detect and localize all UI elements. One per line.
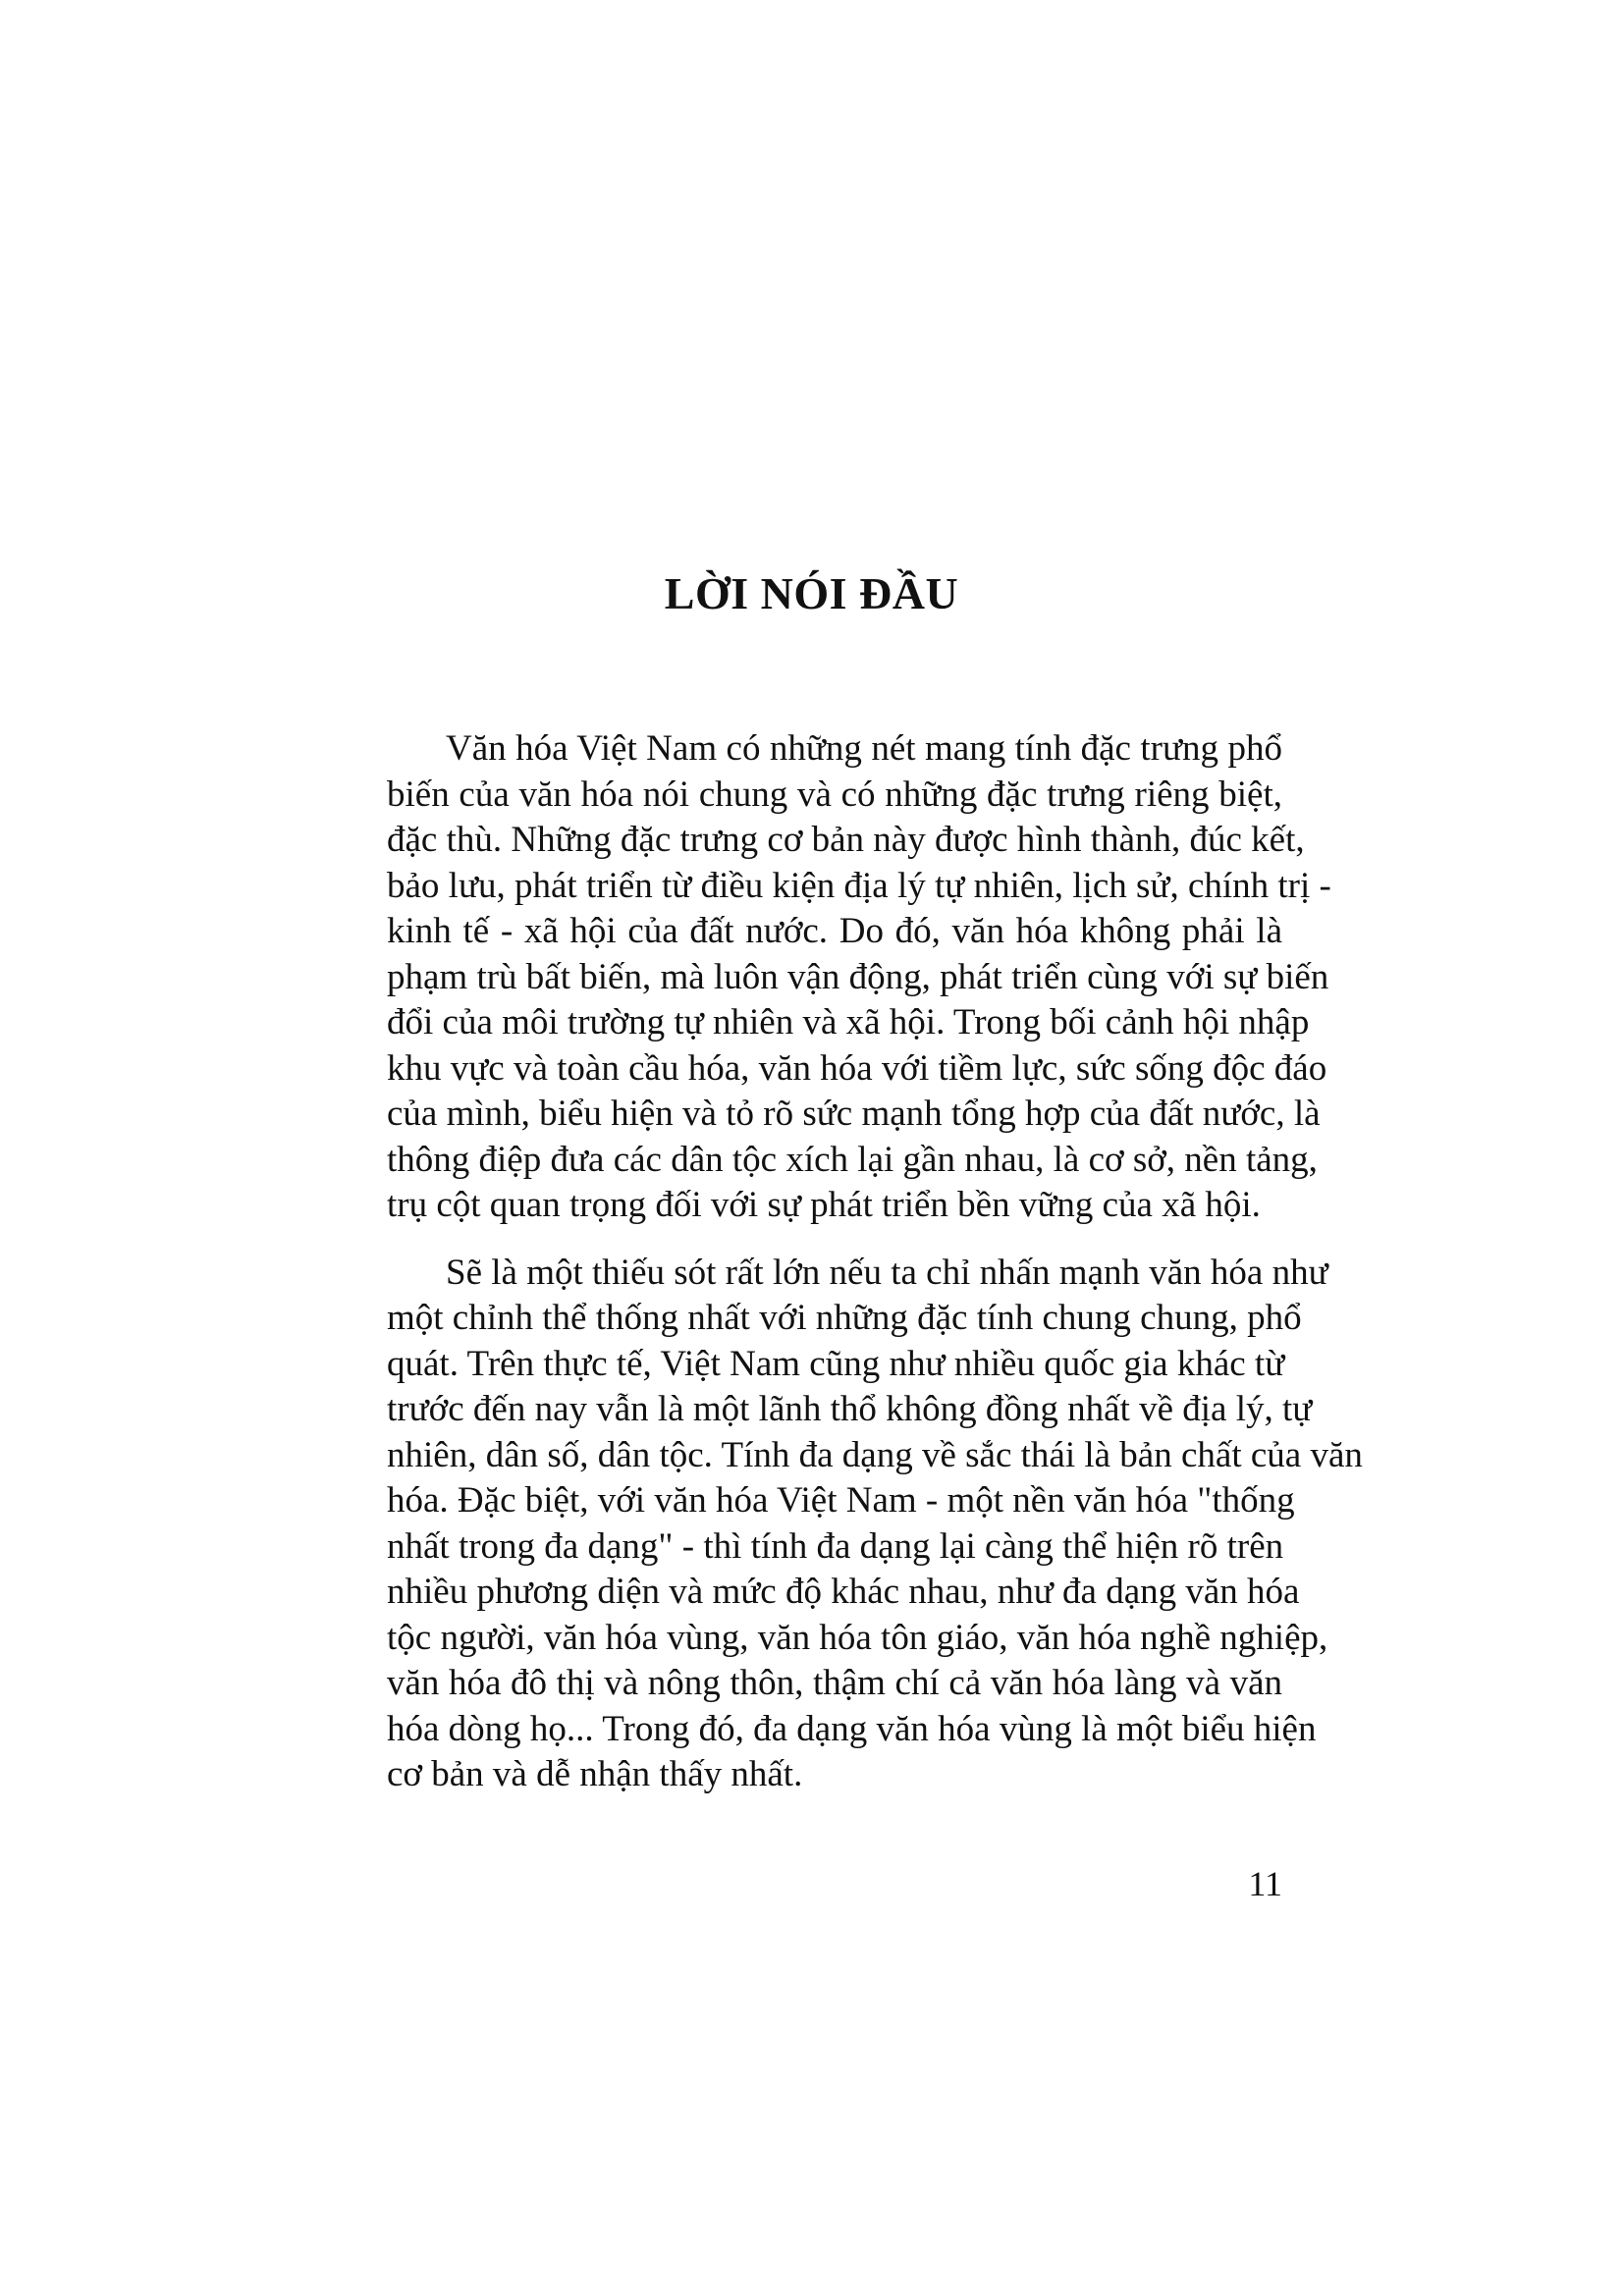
text-line: đổi của môi trường tự nhiên và xã hội. Trong bối cảnh hội nhập [387, 1002, 1310, 1042]
text-line: khu vực và toàn cầu hóa, văn hóa với tiềm lực, sức sống độc đáo [387, 1047, 1327, 1089]
text-line: nhất trong đa dạng" - thì tính đa dạng lại càng thể hiện rõ trên [387, 1525, 1284, 1567]
body-text [387, 726, 1363, 1820]
text-line: Văn hóa Việt Nam có những nét mang tính đặc trưng phổ [446, 728, 1282, 769]
text-line: đặc thù. Những đặc trưng cơ bản này được hình thành, đúc kết, [387, 820, 1305, 860]
text-line: hóa dòng họ... Trong đó, đa dạng văn hóa vùng là một biểu hiện [387, 1708, 1317, 1749]
text-line: văn hóa đô thị và nông thôn, thậm chí cả văn hóa làng và văn [387, 1663, 1282, 1703]
page-number: 11 [1248, 1864, 1282, 1903]
page-title: LỜI NÓI ĐẦU [664, 568, 959, 618]
text-line: biến của văn hóa nói chung và có những đặc trưng riêng biệt, [387, 774, 1282, 815]
text-line: Sẽ là một thiếu sót rất lớn nếu ta chỉ nhấn mạnh văn hóa như [446, 1252, 1328, 1293]
text-line: nhiên, dân số, dân tộc. Tính đa dạng về sắc thái là bản chất của văn [387, 1434, 1363, 1475]
text-line: trước đến nay vẫn là một lãnh thổ không đồng nhất về địa lý, tự [387, 1389, 1313, 1429]
text-line: hóa. Đặc biệt, với văn hóa Việt Nam - một nền văn hóa "thống [387, 1480, 1295, 1521]
paragraph-2 [387, 1251, 1363, 1798]
text-line: của mình, biểu hiện và tỏ rõ sức mạnh tổng hợp của đất nước, là [387, 1094, 1321, 1134]
text-line: kinh tế - xã hội của đất nước. Do đó, văn hóa không phải là [387, 911, 1282, 951]
text-line: thông điệp đưa các dân tộc xích lại gần nhau, là cơ sở, nền tảng, [387, 1139, 1318, 1180]
text-line: nhiều phương diện và mức độ khác nhau, như đa dạng văn hóa [387, 1572, 1300, 1612]
text-line: tộc người, văn hóa vùng, văn hóa tôn giáo, văn hóa nghề nghiệp, [387, 1617, 1328, 1658]
text-line: cơ bản và dễ nhận thấy nhất. [387, 1754, 803, 1794]
text-line: trụ cột quan trọng đối với sự phát triển bền vững của xã hội. [387, 1185, 1261, 1225]
text-line: quát. Trên thực tế, Việt Nam cũng như nhiều quốc gia khác từ [387, 1343, 1285, 1384]
paragraph-1 [387, 726, 1331, 1229]
text-line: một chỉnh thể thống nhất với những đặc tính chung chung, phổ [387, 1298, 1302, 1338]
text-line: phạm trù bất biến, mà luôn vận động, phát triển cùng với sự biến [387, 956, 1329, 997]
text-line: bảo lưu, phát triển từ điều kiện địa lý tự nhiên, lịch sử, chính trị - [387, 865, 1331, 906]
